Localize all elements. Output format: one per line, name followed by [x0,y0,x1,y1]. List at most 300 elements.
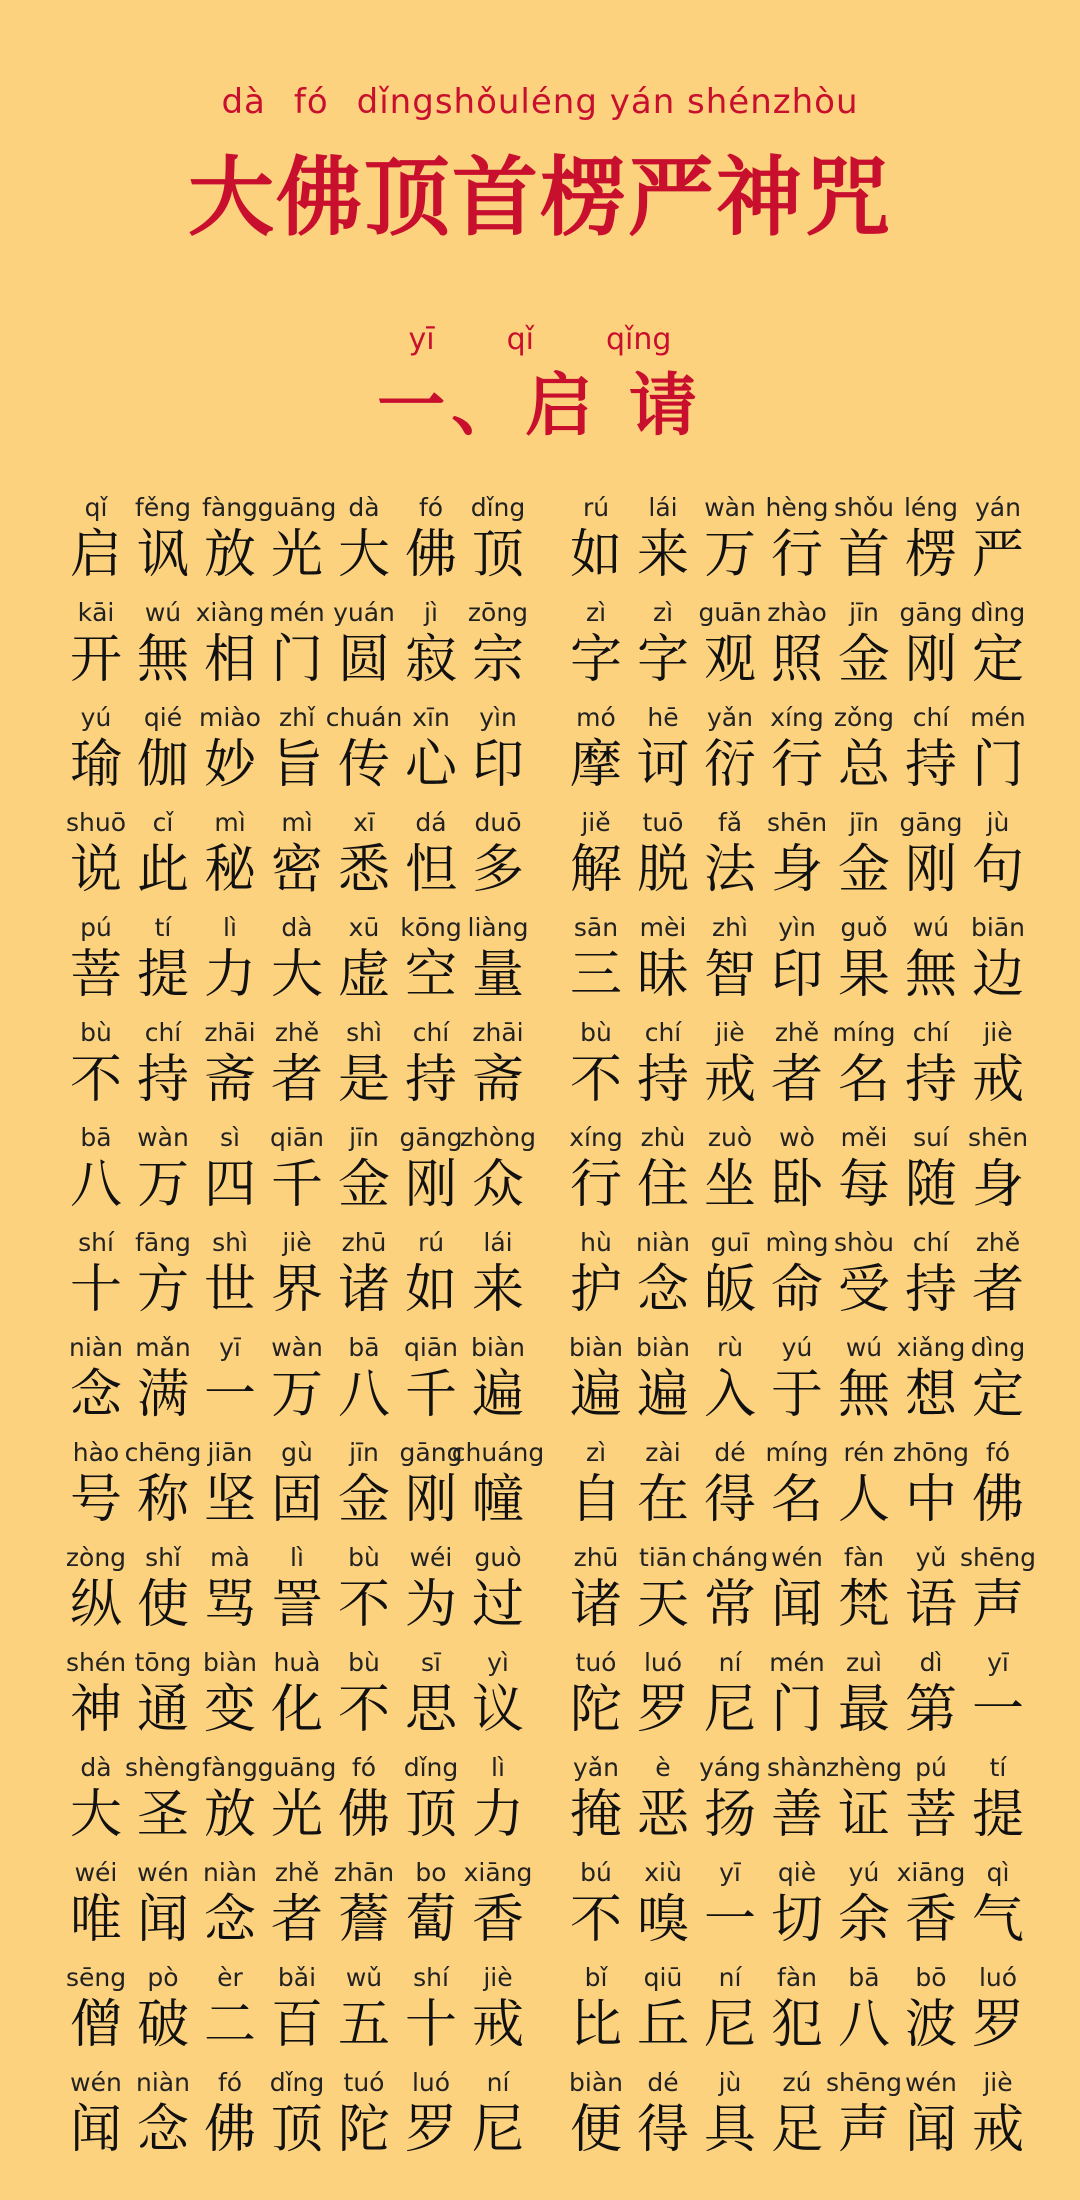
verse-character [466,1542,530,1636]
verse-character [564,1122,628,1216]
hanzi-text: 严 [971,525,1024,585]
verse-character [399,702,463,796]
pinyin-text: qiān [404,1333,458,1362]
hanzi-text: 入 [703,1365,756,1425]
verse-character [198,1857,262,1951]
verse-line-right [564,1122,1030,1216]
hanzi-text: 自 [569,1470,622,1530]
verse-character [64,597,128,691]
hanzi-text: 梵 [837,1575,890,1635]
pinyin-text: wéi [409,1543,453,1572]
verse-character [198,807,262,901]
hanzi-text: 一 [703,1890,756,1950]
hanzi-text: 万 [270,1365,323,1425]
hanzi-text: 密 [270,840,323,900]
hanzi-text: 持 [136,1050,189,1110]
hanzi-text: 遍 [471,1365,524,1425]
hanzi-text: 得 [703,1470,756,1530]
hanzi-text: 不 [337,1680,390,1740]
pinyin-text: dǐng [403,1753,459,1782]
verse-character [631,1332,695,1426]
verse-character [698,1752,762,1846]
hanzi-text: 陀 [569,1680,622,1740]
hanzi-text: 来 [636,525,689,585]
hanzi-text: 金 [837,630,890,690]
hanzi-text: 诸 [337,1260,390,1320]
hanzi-text: 摩 [569,735,622,795]
pinyin-text: suí [913,1123,949,1152]
title-pinyin [0,82,1080,122]
verse-character [265,1962,329,2056]
verse-character [698,492,762,586]
pinyin-text: xīn [412,703,450,732]
verse-character [698,1857,762,1951]
verse-line-left [64,597,530,691]
pinyin-text: bù [348,1543,380,1572]
hanzi-text: 刚 [904,840,957,900]
hanzi-text: 心 [404,735,457,795]
verse-character [631,2067,695,2161]
pinyin-text: shǒu [833,493,894,522]
hanzi-text: 于 [770,1365,823,1425]
pinyin-text: dá [415,808,447,837]
pinyin-text: zhě [274,1018,320,1047]
hanzi-text: 圣 [136,1785,189,1845]
hanzi-text: 罗 [971,1995,1024,2055]
pinyin-text: guāng [257,493,337,522]
verse-character [265,1437,329,1531]
pinyin-text: xiǎng [896,1333,966,1362]
verse-character [765,1122,829,1216]
hanzi-text: 皈 [703,1260,756,1320]
hanzi-text: 固 [270,1470,323,1530]
verse-character [257,492,337,586]
hanzi-text: 波 [904,1995,957,2055]
hanzi-text: 金 [337,1470,390,1530]
verse-character [765,2067,829,2161]
verse-character [198,1647,262,1741]
pinyin-text: xíng [770,703,824,732]
verse-character [198,1122,262,1216]
hanzi-text: 千 [404,1365,457,1425]
verse-character [631,702,695,796]
hanzi-text: 命 [770,1260,823,1320]
section-pinyin-part: qǐng [606,322,672,357]
pinyin-text: zuì [846,1648,882,1677]
verse-character [64,1017,128,1111]
verse-character [631,1017,695,1111]
verse-character [698,1227,762,1321]
hanzi-text: 持 [904,735,957,795]
hanzi-text: 为 [404,1575,457,1635]
pinyin-text: fàng [202,1753,258,1782]
hanzi-text: 昧 [636,945,689,1005]
pinyin-text: biàn [471,1333,525,1362]
hanzi-text: 受 [837,1260,890,1320]
hanzi-text: 秘 [203,840,256,900]
hanzi-text: 斋 [471,1050,524,1110]
hanzi-text: 定 [971,630,1024,690]
verse-character [631,1437,695,1531]
pinyin-text: biàn [569,1333,623,1362]
pinyin-text: zhě [975,1228,1021,1257]
verse-character [198,1017,262,1111]
verse-character [966,912,1030,1006]
verse-character [899,597,963,691]
pinyin-text: zhāi [204,1018,256,1047]
pinyin-text: luó [411,2068,451,2097]
hanzi-text: 世 [203,1260,256,1320]
hanzi-text: 犯 [770,1995,823,2055]
pinyin-text: zhōng [893,1438,969,1467]
pinyin-text: cǐ [152,808,174,837]
pinyin-text: yì [487,1648,509,1677]
verse-line-right [564,912,1030,1006]
verse-character [64,492,128,586]
pinyin-text: fó [985,1438,1011,1467]
pinyin-text: lì [491,1753,505,1782]
verse-character [399,1542,463,1636]
hanzi-text: 大 [69,1785,122,1845]
pinyin-text: yán [975,493,1021,522]
pinyin-text: yuán [333,598,395,627]
verse-character [832,1962,896,2056]
hanzi-text: 是 [337,1050,390,1110]
hanzi-text: 楞 [904,525,957,585]
pinyin-text: gāng [399,1123,463,1152]
hanzi-text: 尼 [471,2100,524,2160]
verse-character [64,1752,128,1846]
section-pinyin-part: yī [408,322,435,357]
verse-character [899,492,963,586]
hanzi-text: 第 [904,1680,957,1740]
verse-character [332,1332,396,1426]
verse-character [332,1857,396,1951]
pinyin-text: biàn [636,1333,690,1362]
verse-line-left [64,1542,530,1636]
hanzi-text: 声 [837,2100,890,2160]
pinyin-text: zōng [467,598,529,627]
pinyin-text: lì [223,913,237,942]
verse-line-right [564,1647,1030,1741]
hanzi-text: 香 [904,1890,957,1950]
pinyin-text: rù [716,1333,744,1362]
hanzi-text: 念 [636,1260,689,1320]
pinyin-text: pò [147,1963,179,1992]
verse-character [466,492,530,586]
pinyin-text: tuó [575,1648,617,1677]
pinyin-text: gāng [899,598,963,627]
hanzi-text: 余 [837,1890,890,1950]
pinyin-text: jīn [349,1123,379,1152]
verse-character [332,1752,396,1846]
verse-character [631,1752,695,1846]
verse-character [631,912,695,1006]
pinyin-text: jù [986,808,1010,837]
verse-character [966,492,1030,586]
pinyin-text: tōng [134,1648,192,1677]
verse-character [899,1542,963,1636]
pinyin-text: niàn [203,1858,257,1887]
hanzi-text: 顶 [471,525,524,585]
verse-character [765,702,829,796]
pinyin-text: zhǐ [279,703,315,732]
pinyin-text: dà [281,913,313,942]
verse-character [332,1962,396,2056]
page-title: 大佛顶首楞严神咒 [188,148,892,248]
pinyin-text: zhě [274,1858,320,1887]
verse-character [265,702,329,796]
pinyin-text: guǒ [840,913,888,942]
verse-line-left [64,807,530,901]
verse-character [466,1332,530,1426]
verse-character [631,1122,695,1216]
hanzi-text: 戒 [971,2100,1024,2160]
pinyin-text: cháng [691,1543,769,1572]
hanzi-text: 来 [471,1260,524,1320]
verse-character [198,1332,262,1426]
verse-character [564,702,628,796]
verse-line-right [564,702,1030,796]
verse-character [466,597,530,691]
hanzi-text: 佛 [203,2100,256,2160]
pinyin-text: wàn [704,493,756,522]
verse-character [131,1227,195,1321]
pinyin-text: mén [769,1648,825,1677]
hanzi-text: 薝 [337,1890,390,1950]
pinyin-text: mén [970,703,1026,732]
pinyin-text: shòu [833,1228,894,1257]
verse-character [131,807,195,901]
pinyin-text: tuó [343,2068,385,2097]
pinyin-text: zhào [767,598,827,627]
pinyin-text: dǐng [470,493,526,522]
pinyin-text: zhū [573,1543,619,1572]
hanzi-text: 诸 [569,1575,622,1635]
hanzi-text: 悉 [337,840,390,900]
pinyin-text: léng [903,493,959,522]
verse-character [825,1752,903,1846]
verse-character [966,1227,1030,1321]
verse-line-left [64,1017,530,1111]
hanzi-text: 幢 [471,1470,524,1530]
verse-character [765,1752,829,1846]
hanzi-text: 持 [636,1050,689,1110]
verse-character [399,807,463,901]
hanzi-text: 使 [136,1575,189,1635]
verse-character [832,1122,896,1216]
hanzi-text: 名 [770,1470,823,1530]
verse-character [332,807,396,901]
verse-character [896,1857,966,1951]
verse-character [64,912,128,1006]
verse-character [466,1017,530,1111]
pinyin-text: wàn [271,1333,323,1362]
hanzi-text: 便 [569,2100,622,2160]
hanzi-text: 观 [703,630,756,690]
verse-character [966,2067,1030,2161]
verse-character [131,492,195,586]
verse-character [893,1437,969,1531]
verse-character [198,1752,262,1846]
hanzi-text: 万 [136,1155,189,1215]
hanzi-text: 顶 [270,2100,323,2160]
verse-character [765,1437,829,1531]
verse-character [325,702,403,796]
pinyin-text: zì [585,1438,607,1467]
verse-character [399,1647,463,1741]
verse-character [765,1332,829,1426]
pinyin-text: dìng [970,598,1026,627]
pinyin-text: shǐ [145,1543,181,1572]
pinyin-text: měi [840,1123,888,1152]
verse-character [832,1857,896,1951]
pinyin-text: yú [80,703,112,732]
verse-character [832,702,896,796]
hanzi-text: 变 [203,1680,256,1740]
pinyin-text: lì [290,1543,304,1572]
verse-line-left [64,912,530,1006]
hanzi-text: 常 [703,1575,756,1635]
hanzi-text: 万 [703,525,756,585]
pinyin-text: bù [580,1018,612,1047]
hanzi-text: 每 [837,1155,890,1215]
hanzi-text: 总 [837,735,890,795]
verse-line-right [564,1227,1030,1321]
verse-character [451,1437,545,1531]
verse-character [832,492,896,586]
verse-line-right [564,807,1030,901]
verse-character [832,1332,896,1426]
verse-row [64,807,1024,912]
pinyin-text: dì [919,1648,943,1677]
pinyin-text: sān [573,913,619,942]
hanzi-text: 如 [404,1260,457,1320]
hanzi-text: 住 [636,1155,689,1215]
verse-character [698,1332,762,1426]
hanzi-text: 骂 [203,1575,256,1635]
hanzi-text: 尼 [703,1680,756,1740]
verse-character [198,492,262,586]
pinyin-text: xū [348,913,380,942]
pinyin-text: wàn [137,1123,189,1152]
pinyin-text: wǔ [345,1963,383,1992]
hanzi-text: 佛 [337,1785,390,1845]
hanzi-text: 十 [69,1260,122,1320]
hanzi-text: 天 [636,1575,689,1635]
pinyin-text: sēng [65,1963,127,1992]
verse-character [265,1542,329,1636]
hanzi-text: 一 [203,1365,256,1425]
verse-character [466,702,530,796]
verse-character [698,1017,762,1111]
verse-character [832,1227,896,1321]
hanzi-text: 行 [770,735,823,795]
pinyin-text: jiè [715,1018,745,1047]
hanzi-text: 宗 [471,630,524,690]
pinyin-text: shēn [766,808,828,837]
pinyin-text: zì [652,598,674,627]
verse-line-right [564,1437,1030,1531]
hanzi-text: 斋 [203,1050,256,1110]
verse-row [64,2067,1024,2172]
pinyin-text: shuō [65,808,126,837]
verse-character [564,807,628,901]
hanzi-text: 罗 [636,1680,689,1740]
verse-character [131,1017,195,1111]
pinyin-text: luó [978,1963,1018,1992]
pinyin-text: wén [905,2068,957,2097]
verse-character [899,702,963,796]
pinyin-text: bǐ [584,1963,608,1992]
hanzi-text: 身 [971,1155,1024,1215]
verse-character [332,1437,396,1531]
verse-character [64,2067,128,2161]
pinyin-text: zì [585,598,607,627]
hanzi-text: 破 [136,1995,189,2055]
pinyin-text: xíng [569,1123,623,1152]
verse-character [64,1227,128,1321]
verse-line-right [564,2067,1030,2161]
verse-character [966,807,1030,901]
pinyin-text: zhì [712,913,748,942]
verse-character [399,2067,463,2161]
verse-character [466,1227,530,1321]
section-pinyin-part: qǐ [506,322,535,357]
pinyin-text: chí [912,703,950,732]
verse-row [64,702,1024,807]
pinyin-text: kāi [77,598,115,627]
hanzi-text: 称 [136,1470,189,1530]
verse-character [265,2067,329,2161]
verse-character [564,1017,628,1111]
verse-line-left [64,1752,530,1846]
pinyin-text: tí [154,913,172,942]
verse-row [64,1542,1036,1647]
verse-character [899,1752,963,1846]
hanzi-text: 界 [270,1260,323,1320]
pinyin-text: zhāi [472,1018,524,1047]
verse-character [466,912,530,1006]
pinyin-text: shì [346,1018,382,1047]
verse-character [399,912,463,1006]
hanzi-text: 坚 [203,1470,256,1530]
pinyin-text: bā [80,1123,112,1152]
verse-row [64,1122,1029,1227]
pinyin-text: fàn [844,1543,884,1572]
hanzi-text: 气 [971,1890,1024,1950]
verse-character [765,1647,829,1741]
pinyin-text: wéi [74,1858,118,1887]
pinyin-text: ní [718,1648,742,1677]
pinyin-text: fó [418,493,444,522]
pinyin-text: miào [199,703,261,732]
hanzi-text: 满 [136,1365,189,1425]
verse-row [64,1332,1024,1437]
verse-character [332,1542,396,1636]
hanzi-text: 八 [69,1155,122,1215]
pinyin-text: guī [710,1228,750,1257]
verse-character [698,1962,762,2056]
hanzi-text: 旨 [270,735,323,795]
pinyin-text: jiè [983,1018,1013,1047]
pinyin-text: mà [210,1543,250,1572]
pinyin-text: dà [348,493,380,522]
verse-character [265,807,329,901]
pinyin-text: biàn [203,1648,257,1677]
pinyin-text: hù [580,1228,612,1257]
hanzi-text: 八 [837,1995,890,2055]
